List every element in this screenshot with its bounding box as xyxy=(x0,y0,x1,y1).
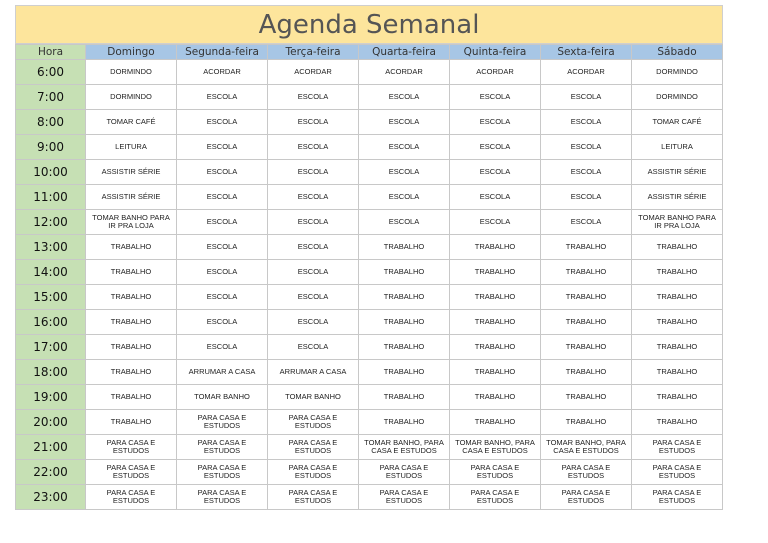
day-header-friday[interactable]: Sexta-feira xyxy=(541,45,632,60)
hour-cell[interactable]: 22:00 xyxy=(16,460,86,485)
schedule-cell[interactable]: TRABALHO xyxy=(450,310,541,335)
schedule-cell[interactable]: TRABALHO xyxy=(541,285,632,310)
schedule-cell[interactable]: TRABALHO xyxy=(86,260,177,285)
schedule-cell[interactable]: TRABALHO xyxy=(541,310,632,335)
schedule-cell[interactable]: TRABALHO xyxy=(359,235,450,260)
schedule-cell[interactable]: TOMAR CAFÉ xyxy=(632,110,723,135)
table-row xyxy=(16,185,723,210)
schedule-cell[interactable]: ACORDAR xyxy=(450,60,541,85)
schedule-cell[interactable]: TRABALHO xyxy=(450,235,541,260)
hour-column-header[interactable]: Hora xyxy=(16,45,86,60)
schedule-cell[interactable]: TRABALHO xyxy=(450,410,541,435)
schedule-cell[interactable]: ESCOLA xyxy=(450,110,541,135)
schedule-cell[interactable]: ESCOLA xyxy=(268,335,359,360)
table-row xyxy=(16,110,723,135)
schedule-cell[interactable]: ESCOLA xyxy=(268,160,359,185)
schedule-cell[interactable]: TRABALHO xyxy=(632,260,723,285)
schedule-cell[interactable]: ASSISTIR SÉRIE xyxy=(86,185,177,210)
schedule-cell[interactable]: TRABALHO xyxy=(632,235,723,260)
schedule-cell[interactable]: ESCOLA xyxy=(268,285,359,310)
schedule-cell[interactable]: ESCOLA xyxy=(450,160,541,185)
hour-cell[interactable]: 15:00 xyxy=(16,285,86,310)
schedule-cell[interactable]: ESCOLA xyxy=(541,210,632,235)
schedule-cell[interactable]: ESCOLA xyxy=(359,210,450,235)
schedule-cell[interactable]: TRABALHO xyxy=(632,410,723,435)
hour-cell[interactable]: 13:00 xyxy=(16,235,86,260)
day-header-saturday[interactable]: Sábado xyxy=(632,45,723,60)
schedule-cell[interactable]: TRABALHO xyxy=(359,410,450,435)
schedule-cell[interactable]: PARA CASA E ESTUDOS xyxy=(359,485,450,510)
hour-cell[interactable]: 11:00 xyxy=(16,185,86,210)
schedule-cell[interactable]: TOMAR BANHO xyxy=(268,385,359,410)
schedule-cell[interactable]: TRABALHO xyxy=(359,285,450,310)
schedule-cell[interactable]: ESCOLA xyxy=(177,185,268,210)
table-row xyxy=(16,135,723,160)
schedule-cell[interactable]: PARA CASA E ESTUDOS xyxy=(86,485,177,510)
schedule-cell[interactable]: ESCOLA xyxy=(268,110,359,135)
schedule-cell[interactable]: TRABALHO xyxy=(86,310,177,335)
schedule-cell[interactable]: TRABALHO xyxy=(541,410,632,435)
schedule-cell[interactable]: PARA CASA E ESTUDOS xyxy=(359,460,450,485)
table-row xyxy=(16,85,723,110)
schedule-cell[interactable]: ESCOLA xyxy=(541,85,632,110)
schedule-cell[interactable]: ARRUMAR A CASA xyxy=(177,360,268,385)
schedule-cell[interactable]: PARA CASA E ESTUDOS xyxy=(268,410,359,435)
schedule-cell[interactable]: PARA CASA E ESTUDOS xyxy=(177,410,268,435)
day-header-wednesday[interactable]: Quarta-feira xyxy=(359,45,450,60)
schedule-cell[interactable]: TRABALHO xyxy=(359,335,450,360)
schedule-cell[interactable]: ESCOLA xyxy=(177,310,268,335)
table-row xyxy=(16,385,723,410)
schedule-cell[interactable]: TOMAR BANHO, PARA CASA E ESTUDOS xyxy=(359,435,450,460)
table-row xyxy=(16,60,723,85)
schedule-cell[interactable]: TRABALHO xyxy=(541,235,632,260)
hour-cell[interactable]: 18:00 xyxy=(16,360,86,385)
schedule-cell[interactable]: ESCOLA xyxy=(177,210,268,235)
day-header-tuesday[interactable]: Terça-feira xyxy=(268,45,359,60)
schedule-cell[interactable]: TRABALHO xyxy=(632,335,723,360)
schedule-cell[interactable]: TRABALHO xyxy=(632,310,723,335)
schedule-cell[interactable]: DORMINDO xyxy=(632,85,723,110)
schedule-cell[interactable]: TRABALHO xyxy=(541,360,632,385)
schedule-cell[interactable]: TOMAR BANHO PARA IR PRA LOJA xyxy=(632,210,723,235)
schedule-cell[interactable]: ESCOLA xyxy=(541,135,632,160)
schedule-cell[interactable]: ESCOLA xyxy=(177,135,268,160)
schedule-cell[interactable]: TRABALHO xyxy=(86,410,177,435)
schedule-cell[interactable]: ESCOLA xyxy=(268,210,359,235)
schedule-cell[interactable]: ESCOLA xyxy=(177,260,268,285)
hour-cell[interactable]: 23:00 xyxy=(16,485,86,510)
schedule-cell[interactable]: PARA CASA E ESTUDOS xyxy=(86,435,177,460)
page-title: Agenda Semanal xyxy=(15,5,723,44)
schedule-body xyxy=(16,60,723,510)
schedule-cell[interactable]: ESCOLA xyxy=(359,185,450,210)
schedule-cell[interactable]: TRABALHO xyxy=(541,385,632,410)
schedule-cell[interactable]: ESCOLA xyxy=(268,260,359,285)
schedule-cell[interactable]: PARA CASA E ESTUDOS xyxy=(268,435,359,460)
schedule-cell[interactable]: TRABALHO xyxy=(86,335,177,360)
schedule-cell[interactable]: PARA CASA E ESTUDOS xyxy=(632,460,723,485)
table-row xyxy=(16,235,723,260)
schedule-cell[interactable]: PARA CASA E ESTUDOS xyxy=(450,460,541,485)
schedule-cell[interactable]: TOMAR BANHO PARA IR PRA LOJA xyxy=(86,210,177,235)
schedule-cell[interactable]: ASSISTIR SÉRIE xyxy=(632,160,723,185)
table-row xyxy=(16,260,723,285)
schedule-cell[interactable]: PARA CASA E ESTUDOS xyxy=(177,485,268,510)
schedule-cell[interactable]: ESCOLA xyxy=(359,85,450,110)
schedule-cell[interactable]: TRABALHO xyxy=(450,385,541,410)
hour-cell[interactable]: 19:00 xyxy=(16,385,86,410)
hour-cell[interactable]: 8:00 xyxy=(16,110,86,135)
schedule-cell[interactable]: TRABALHO xyxy=(450,260,541,285)
schedule-cell[interactable]: ESCOLA xyxy=(359,135,450,160)
schedule-cell[interactable]: PARA CASA E ESTUDOS xyxy=(541,460,632,485)
schedule-table xyxy=(15,44,723,510)
table-row xyxy=(16,360,723,385)
schedule-cell[interactable]: TRABALHO xyxy=(450,335,541,360)
schedule-cell[interactable]: ESCOLA xyxy=(177,335,268,360)
table-row xyxy=(16,435,723,460)
hour-cell[interactable]: 14:00 xyxy=(16,260,86,285)
schedule-cell[interactable]: ACORDAR xyxy=(541,60,632,85)
schedule-cell[interactable]: ESCOLA xyxy=(177,110,268,135)
schedule-cell[interactable]: PARA CASA E ESTUDOS xyxy=(541,485,632,510)
schedule-cell[interactable]: TRABALHO xyxy=(450,285,541,310)
schedule-cell[interactable]: ASSISTIR SÉRIE xyxy=(86,160,177,185)
schedule-cell[interactable]: TRABALHO xyxy=(86,385,177,410)
table-row xyxy=(16,460,723,485)
schedule-cell[interactable]: PARA CASA E ESTUDOS xyxy=(632,435,723,460)
table-row xyxy=(16,335,723,360)
schedule-cell[interactable]: ESCOLA xyxy=(450,135,541,160)
table-row xyxy=(16,285,723,310)
schedule-cell[interactable]: PARA CASA E ESTUDOS xyxy=(632,485,723,510)
schedule-cell[interactable]: TOMAR BANHO, PARA CASA E ESTUDOS xyxy=(450,435,541,460)
schedule-cell[interactable]: TRABALHO xyxy=(86,360,177,385)
schedule-cell[interactable]: TRABALHO xyxy=(541,260,632,285)
schedule-cell[interactable]: ESCOLA xyxy=(541,110,632,135)
table-row xyxy=(16,210,723,235)
day-header-thursday[interactable]: Quinta-feira xyxy=(450,45,541,60)
schedule-cell[interactable]: ESCOLA xyxy=(541,160,632,185)
schedule-cell[interactable]: PARA CASA E ESTUDOS xyxy=(86,460,177,485)
hour-cell[interactable]: 7:00 xyxy=(16,85,86,110)
schedule-cell[interactable]: ESCOLA xyxy=(359,110,450,135)
day-header-sunday[interactable]: Domingo xyxy=(86,45,177,60)
hour-cell[interactable]: 17:00 xyxy=(16,335,86,360)
schedule-cell[interactable]: LEITURA xyxy=(632,135,723,160)
hour-cell[interactable]: 12:00 xyxy=(16,210,86,235)
table-row xyxy=(16,310,723,335)
schedule-cell[interactable]: ACORDAR xyxy=(177,60,268,85)
schedule-cell[interactable]: TOMAR CAFÉ xyxy=(86,110,177,135)
schedule-cell[interactable]: ESCOLA xyxy=(177,235,268,260)
schedule-cell[interactable]: PARA CASA E ESTUDOS xyxy=(450,485,541,510)
schedule-cell[interactable]: PARA CASA E ESTUDOS xyxy=(268,460,359,485)
schedule-cell[interactable]: ESCOLA xyxy=(541,185,632,210)
table-row xyxy=(16,410,723,435)
schedule-cell[interactable]: TRABALHO xyxy=(359,385,450,410)
schedule-cell[interactable]: ESCOLA xyxy=(268,235,359,260)
schedule-cell[interactable]: ESCOLA xyxy=(268,85,359,110)
schedule-cell[interactable]: ESCOLA xyxy=(177,160,268,185)
schedule-cell[interactable]: ARRUMAR A CASA xyxy=(268,360,359,385)
schedule-cell[interactable]: DORMINDO xyxy=(632,60,723,85)
schedule-cell[interactable]: TRABALHO xyxy=(86,285,177,310)
schedule-cell[interactable]: ESCOLA xyxy=(359,160,450,185)
schedule-cell[interactable]: ESCOLA xyxy=(268,310,359,335)
schedule-cell[interactable]: PARA CASA E ESTUDOS xyxy=(177,435,268,460)
schedule-cell[interactable]: ACORDAR xyxy=(359,60,450,85)
schedule-sheet xyxy=(15,5,723,510)
hour-cell[interactable]: 6:00 xyxy=(16,60,86,85)
schedule-cell[interactable]: PARA CASA E ESTUDOS xyxy=(268,485,359,510)
schedule-cell[interactable]: ESCOLA xyxy=(450,85,541,110)
schedule-cell[interactable]: LEITURA xyxy=(86,135,177,160)
schedule-cell[interactable]: ASSISTIR SÉRIE xyxy=(632,185,723,210)
schedule-cell[interactable]: TRABALHO xyxy=(86,235,177,260)
schedule-cell[interactable]: ESCOLA xyxy=(450,210,541,235)
schedule-cell[interactable]: TRABALHO xyxy=(632,385,723,410)
schedule-cell[interactable]: ACORDAR xyxy=(268,60,359,85)
schedule-cell[interactable]: TRABALHO xyxy=(632,285,723,310)
day-header-monday[interactable]: Segunda-feira xyxy=(177,45,268,60)
schedule-cell[interactable]: DORMINDO xyxy=(86,85,177,110)
schedule-cell[interactable]: ESCOLA xyxy=(268,185,359,210)
schedule-cell[interactable]: TOMAR BANHO xyxy=(177,385,268,410)
schedule-cell[interactable]: TOMAR BANHO, PARA CASA E ESTUDOS xyxy=(541,435,632,460)
table-row xyxy=(16,485,723,510)
hour-cell[interactable]: 10:00 xyxy=(16,160,86,185)
schedule-cell[interactable]: TRABALHO xyxy=(359,360,450,385)
schedule-cell[interactable]: TRABALHO xyxy=(450,360,541,385)
schedule-cell[interactable]: TRABALHO xyxy=(359,310,450,335)
table-row xyxy=(16,160,723,185)
hour-cell[interactable]: 20:00 xyxy=(16,410,86,435)
header-row xyxy=(16,45,723,60)
schedule-cell[interactable]: TRABALHO xyxy=(541,335,632,360)
schedule-cell[interactable]: TRABALHO xyxy=(632,360,723,385)
schedule-cell[interactable]: DORMINDO xyxy=(86,60,177,85)
hour-cell[interactable]: 21:00 xyxy=(16,435,86,460)
schedule-cell[interactable]: TRABALHO xyxy=(359,260,450,285)
schedule-cell[interactable]: ESCOLA xyxy=(177,85,268,110)
hour-cell[interactable]: 16:00 xyxy=(16,310,86,335)
schedule-cell[interactable]: PARA CASA E ESTUDOS xyxy=(177,460,268,485)
hour-cell[interactable]: 9:00 xyxy=(16,135,86,160)
schedule-cell[interactable]: ESCOLA xyxy=(177,285,268,310)
schedule-cell[interactable]: ESCOLA xyxy=(268,135,359,160)
schedule-cell[interactable]: ESCOLA xyxy=(450,185,541,210)
